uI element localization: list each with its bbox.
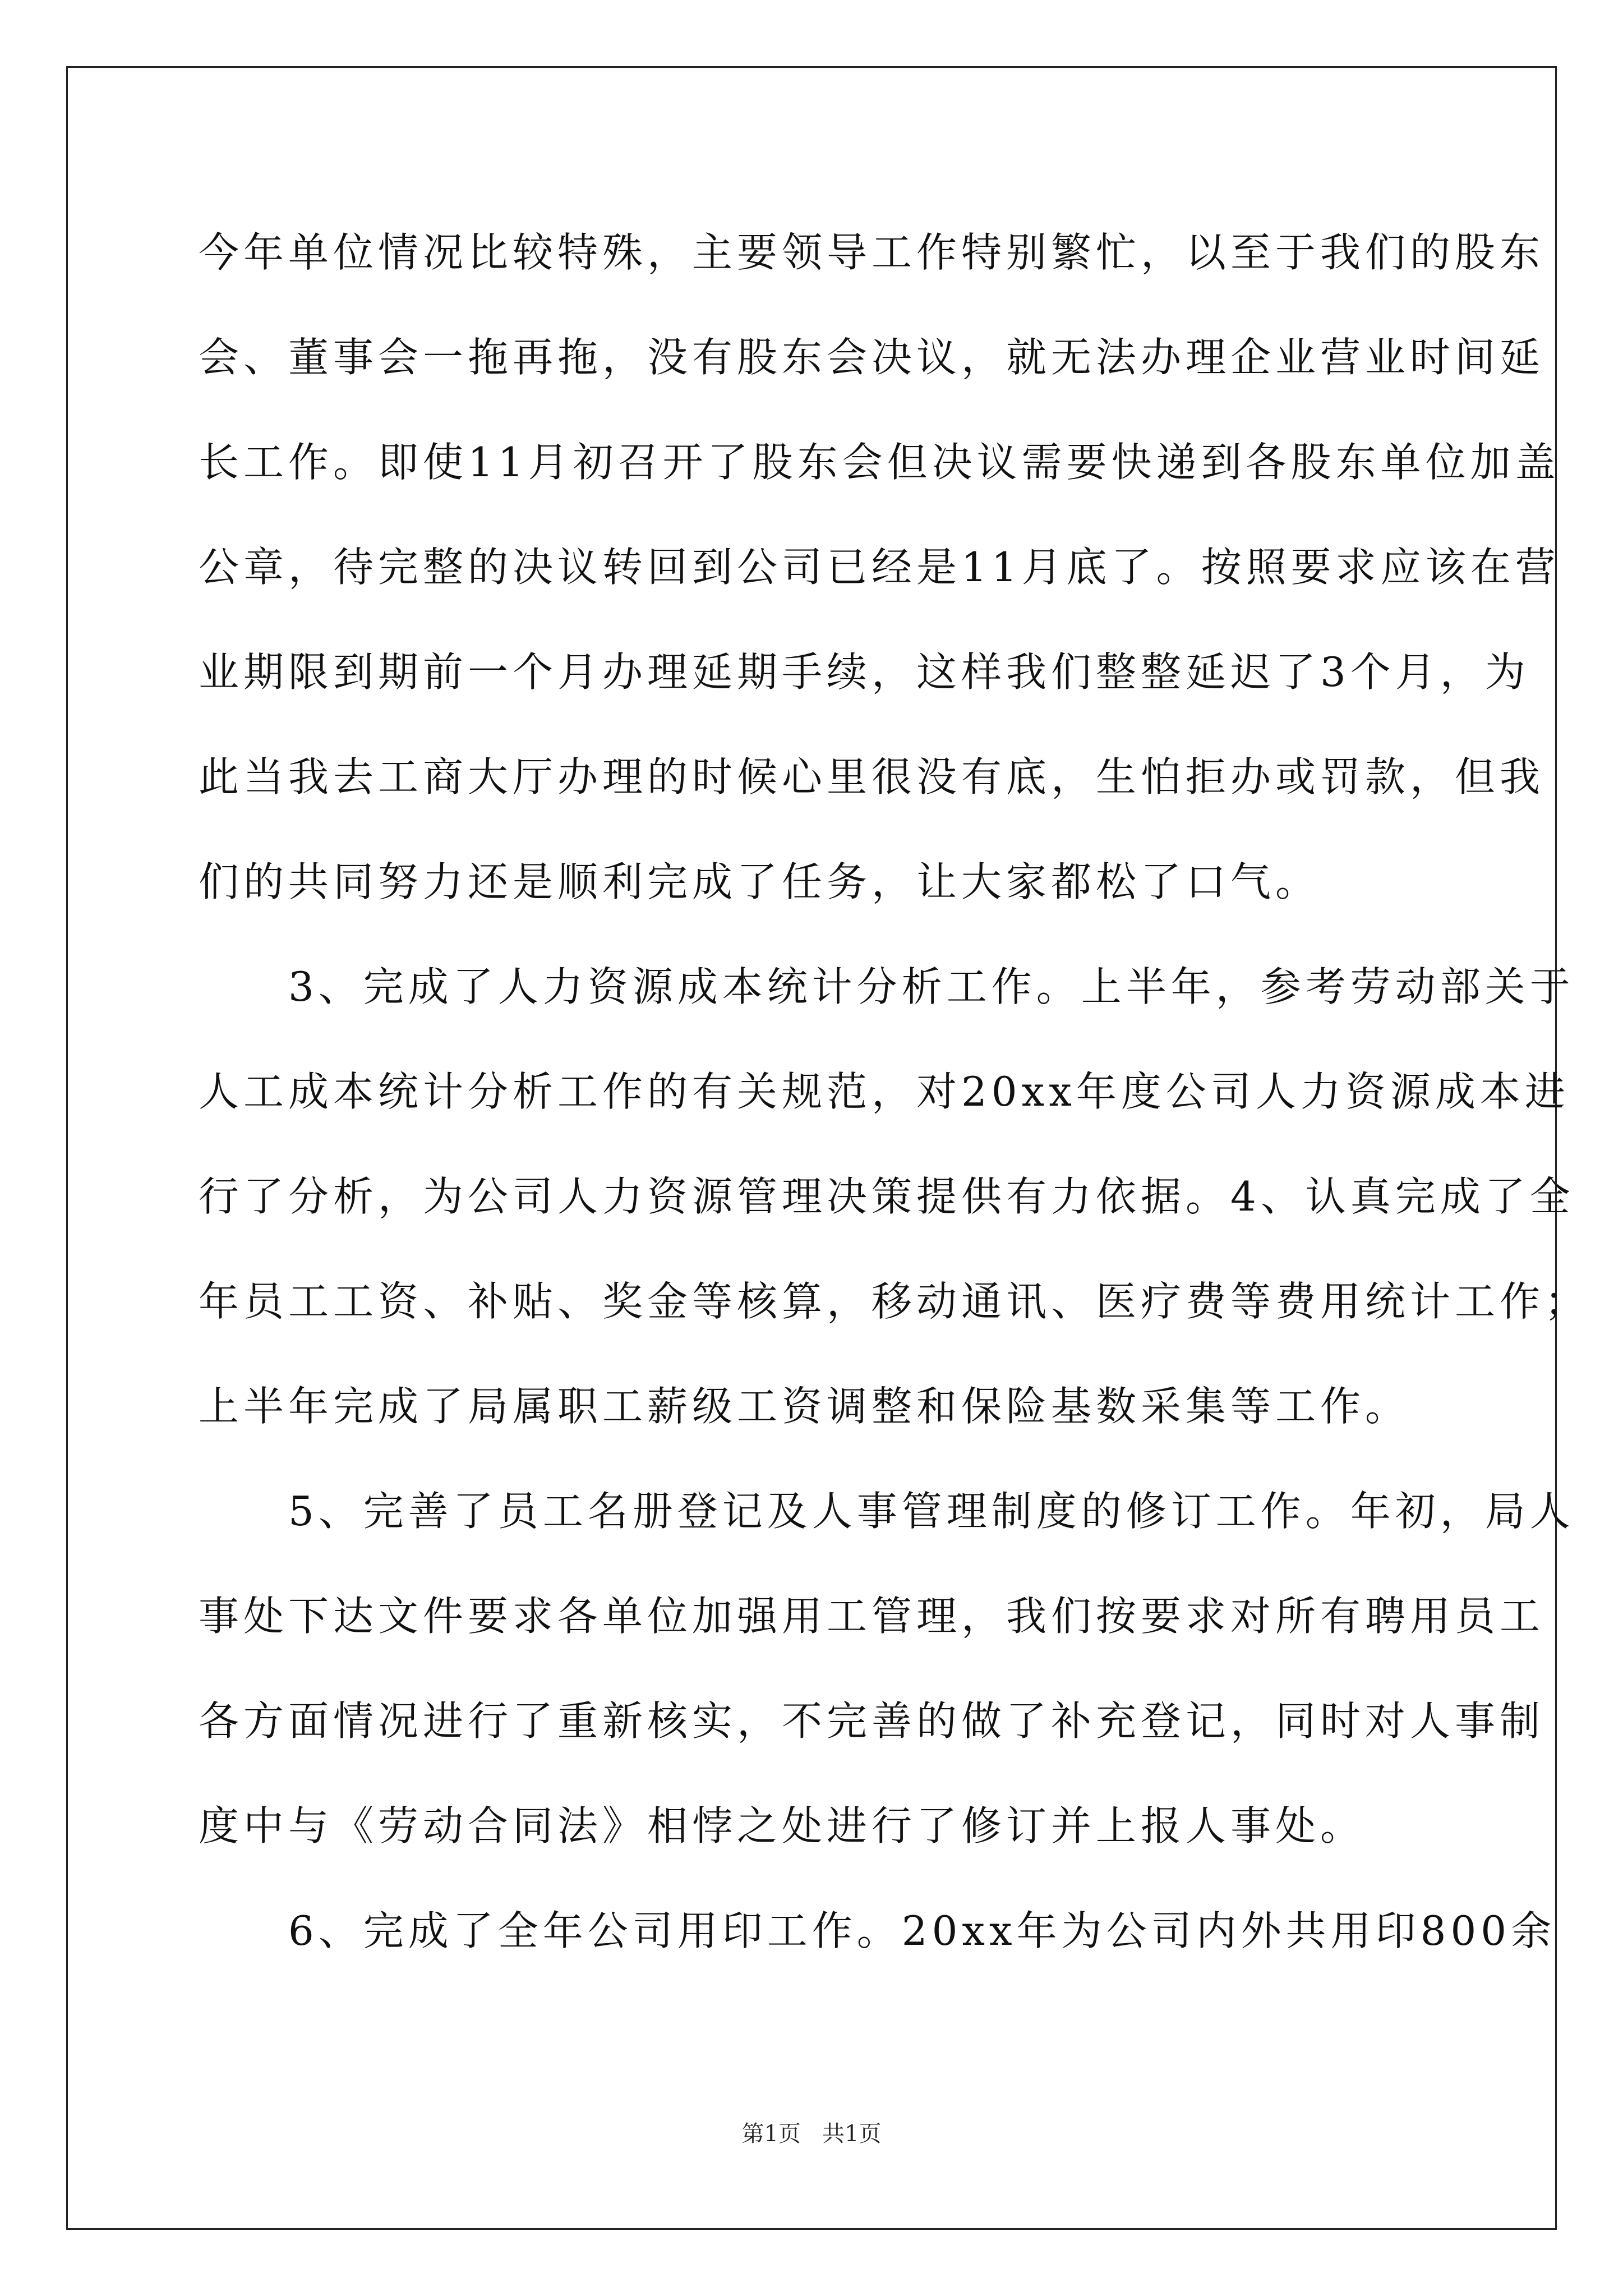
text-line: 业期限到期前一个月办理延期手续，这样我们整整延迟了3个月，为 — [199, 648, 1530, 696]
text-line: 6、完成了全年公司用印工作。20xx年为公司内外共用印800余 — [199, 1907, 1556, 1954]
text-line: 上半年完成了局属职工薪级工资调整和保险基数采集等工作。 — [199, 1383, 1410, 1430]
text-line: 3、完成了人力资源成本统计分析工作。上半年，参考劳动部关于 — [199, 963, 1575, 1010]
text-line: 各方面情况进行了重新核实，不完善的做了补充登记，同时对人事制 — [199, 1697, 1545, 1745]
text-line: 公章，待完整的决议转回到公司已经是11月底了。按照要求应该在营 — [199, 544, 1560, 591]
text-line: 行了分析，为公司人力资源管理决策提供有力依据。4、认真完成了全 — [199, 1173, 1575, 1220]
page-number-footer: 第1页 共1页 — [741, 2121, 882, 2147]
text-line: 长工作。即使11月初召开了股东会但决议需要快递到各股东单位加盖 — [199, 439, 1560, 486]
text-line: 5、完善了员工名册登记及人事管理制度的修订工作。年初，局人 — [199, 1488, 1575, 1535]
text-line: 年员工工资、补贴、奖金等核算，移动通讯、医疗费等费用统计工作； — [199, 1278, 1590, 1325]
text-line: 今年单位情况比较特殊，主要领导工作特别繁忙，以至于我们的股东 — [199, 229, 1545, 276]
document-body — [199, 208, 1590, 1991]
text-line: 人工成本统计分析工作的有关规范，对20xx年度公司人力资源成本进 — [199, 1068, 1570, 1115]
text-line: 们的共同努力还是顺利完成了任务，让大家都松了口气。 — [199, 858, 1321, 905]
text-line: 会、董事会一拖再拖，没有股东会决议，就无法办理企业营业时间延 — [199, 334, 1545, 381]
text-line: 此当我去工商大厅办理的时候心里很没有底，生怕拒办或罚款，但我 — [199, 753, 1545, 800]
text-line: 事处下达文件要求各单位加强用工管理，我们按要求对所有聘用员工 — [199, 1593, 1545, 1640]
text-line: 度中与《劳动合同法》相悖之处进行了修订并上报人事处。 — [199, 1802, 1366, 1849]
